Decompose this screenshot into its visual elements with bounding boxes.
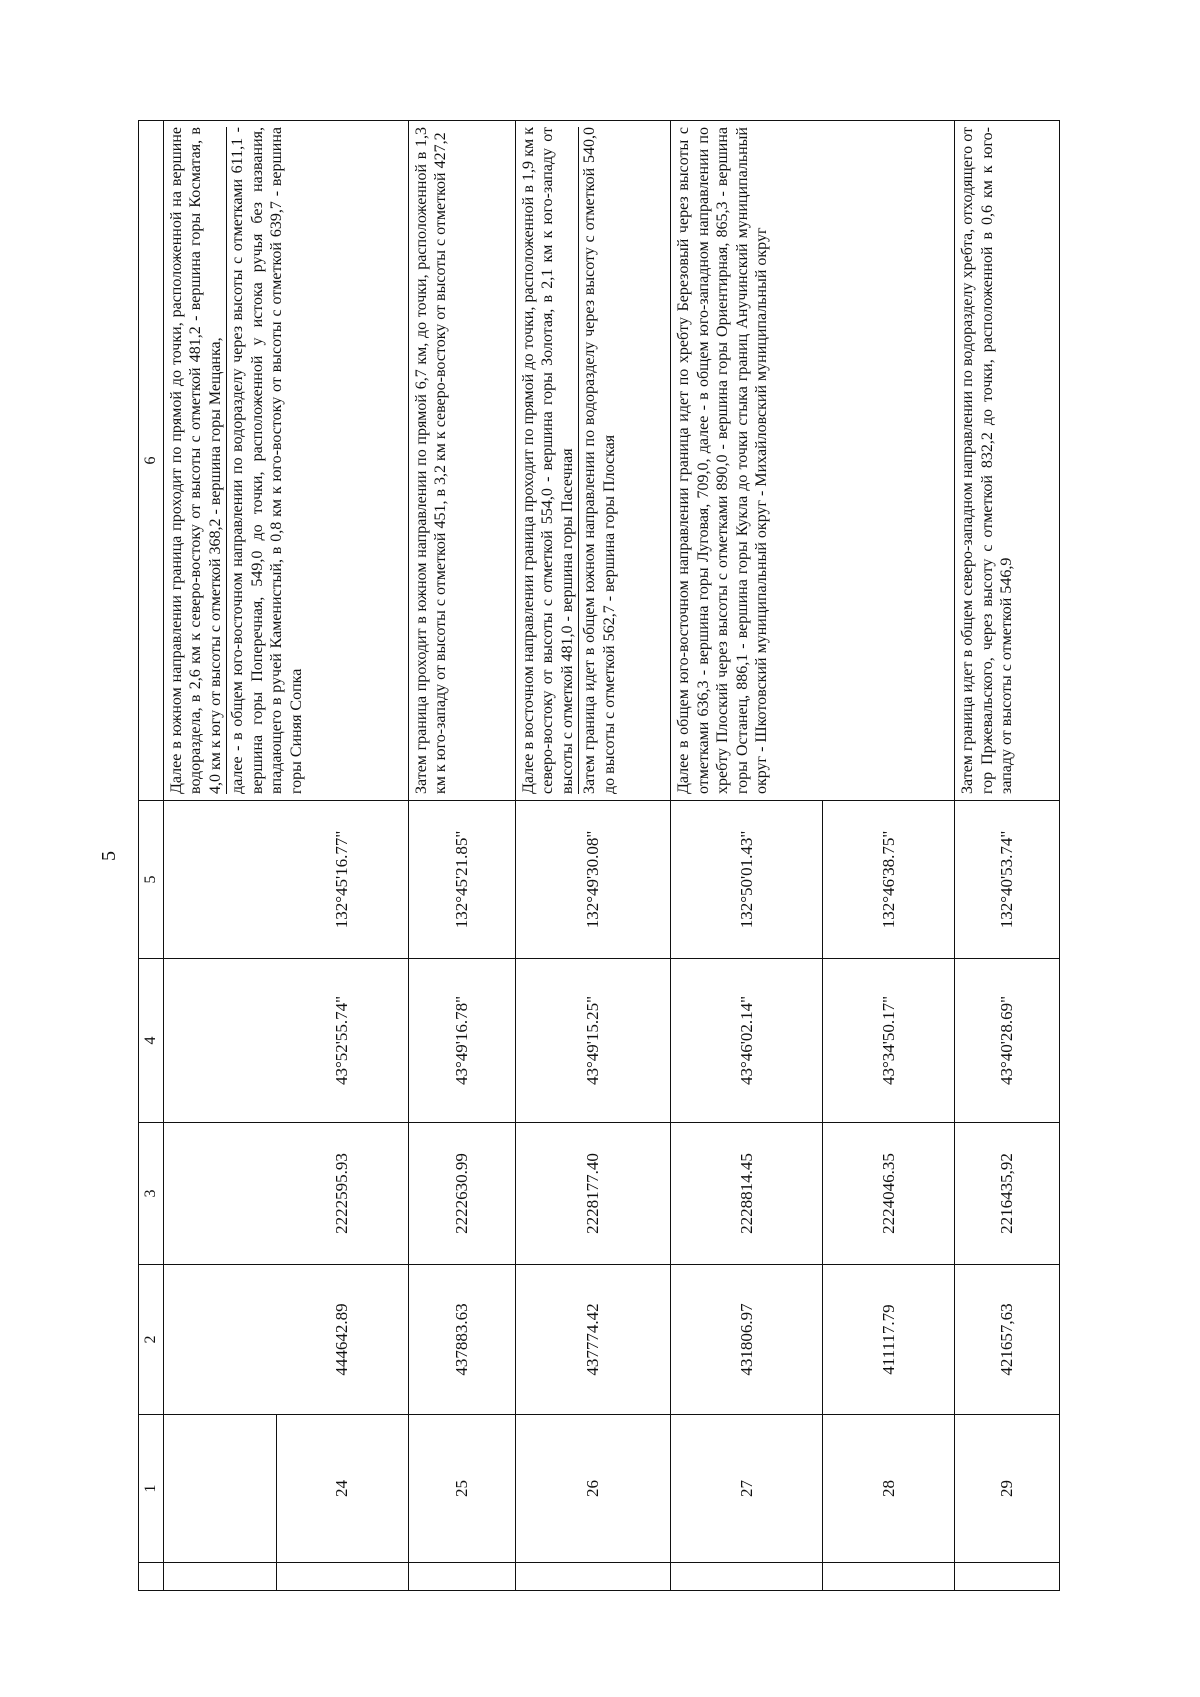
header-spacer <box>139 1563 164 1591</box>
coord-y: 2228177.40 <box>515 1123 671 1265</box>
table-row <box>955 121 1060 1591</box>
point-number: 26 <box>515 1415 671 1563</box>
point-number: 29 <box>955 1415 1060 1563</box>
cell-empty <box>163 959 276 1123</box>
longitude: 132°49'30.08" <box>515 801 671 959</box>
coord-x: 421657,63 <box>955 1265 1060 1415</box>
description-cell <box>955 121 1060 801</box>
description-text: Далее в общем юго-восточном направлении граница идет по хребту Березовый через высоты с отметками 636,3 - вершина горы Луговая, 709,0, далее - в общем юго-западном направлении по хребту Плоский через высоты с отметками 890,0 - вершина горы Ориентирная, 865,3 - вершина горы Останец, 886,1 - вершина горы Кукла до точки стыка границ Анучинский муниципальный округ - Шкотовский муниципальный округ - Михайловский муниципальный округ <box>675 127 771 794</box>
coord-x: 437774.42 <box>515 1265 671 1415</box>
header-col-6: 6 <box>139 121 164 801</box>
latitude: 43°52'55.74" <box>276 959 408 1123</box>
header-col-2: 2 <box>139 1265 164 1415</box>
spacer-cell <box>408 1563 515 1591</box>
coord-y: 2228814.45 <box>671 1123 823 1265</box>
description-text: Затем граница идет в общем северо-западном направлении по водоразделу хребта, отходящего от гор Пржевальского, через высоту с отметкой 832,2 до точки, расположенной в 0,6 км к юго-западу от высоты с отметкой 546,9 <box>959 127 1016 794</box>
table-row <box>515 121 671 1591</box>
boundary-points-table <box>138 120 1060 1591</box>
description-text: далее - в общем юго-восточном направлении по водоразделу через высоты с отметками 611,1 - вершина горы Поперечная, 549,0 до точки, расположенной у истока ручья без названия, впадающего в ручей Каменистый, в 0,8 км к юго-востоку от высоты с отметкой 639,7 - вершина горы Синяя Сопка <box>226 127 307 794</box>
coord-x: 444642.89 <box>276 1265 408 1415</box>
description-text: Далее в южном направлении граница проходит по прямой до точки, расположенной на вершине водораздела, в 2,6 км к северо-востоку от высоты с отметкой 481,2 - вершина горы Косматая, в 4,0 км к югу от высоты с отметкой 368,2 - вершина горы Мещанка, <box>167 127 224 794</box>
point-number: 27 <box>671 1415 823 1563</box>
header-col-4: 4 <box>139 959 164 1123</box>
point-number: 25 <box>408 1415 515 1563</box>
latitude: 43°49'16.78" <box>408 959 515 1123</box>
description-text: Затем граница идет в общем южном направлении по водоразделу через высоту с отметкой 540,0 до высоты с отметкой 562,7 - вершина горы Плоская <box>578 127 620 794</box>
longitude: 132°40'53.74" <box>955 801 1060 959</box>
latitude: 43°46'02.14" <box>671 959 823 1123</box>
longitude: 132°50'01.43" <box>671 801 823 959</box>
spacer-cell <box>163 1563 276 1591</box>
spacer-cell <box>955 1563 1060 1591</box>
description-text: Далее в восточном направлении граница проходит по прямой до точки, расположенной в 1,9 км к северо-востоку от высоты с отметкой 554,0 - вершина горы Золотая, в 2,1 км к юго-западу от высоты с отметкой 481,0 - вершина горы Пасечная <box>519 127 576 794</box>
coord-y: 2224046.35 <box>823 1123 955 1265</box>
cell-empty <box>163 1415 276 1563</box>
spacer-cell <box>276 1563 408 1591</box>
description-cell <box>408 121 515 801</box>
latitude: 43°34'50.17" <box>823 959 955 1123</box>
table-row <box>163 121 276 1591</box>
coord-x: 431806.97 <box>671 1265 823 1415</box>
cell-empty <box>163 1265 276 1415</box>
coord-x: 437883.63 <box>408 1265 515 1415</box>
spacer-cell <box>515 1563 671 1591</box>
header-col-5: 5 <box>139 801 164 959</box>
cell-empty <box>163 801 276 959</box>
description-cell <box>163 121 408 801</box>
header-col-1: 1 <box>139 1415 164 1563</box>
spacer-cell <box>823 1563 955 1591</box>
point-number: 28 <box>823 1415 955 1563</box>
latitude: 43°40'28.69" <box>955 959 1060 1123</box>
longitude: 132°46'38.75" <box>823 801 955 959</box>
point-number: 24 <box>276 1415 408 1563</box>
header-row <box>139 121 164 1591</box>
coord-y: 2222595.93 <box>276 1123 408 1265</box>
table-row <box>408 121 515 1591</box>
rotated-page <box>98 121 1060 1591</box>
longitude: 132°45'21.85" <box>408 801 515 959</box>
coord-y: 2216435,92 <box>955 1123 1060 1265</box>
description-text: Затем граница проходит в южном направлении по прямой 6,7 км, до точки, расположенной в 1,3 км к юго-западу от высоты с отметкой 451, в 3,2 км к северо-востоку от высоты с отметкой 427,2 <box>412 127 450 794</box>
page-number: 5 <box>98 851 120 861</box>
spacer-cell <box>671 1563 823 1591</box>
description-cell <box>671 121 955 801</box>
latitude: 43°49'15.25" <box>515 959 671 1123</box>
coord-y: 2222630.99 <box>408 1123 515 1265</box>
longitude: 132°45'16.77" <box>276 801 408 959</box>
header-col-3: 3 <box>139 1123 164 1265</box>
table-row <box>671 121 823 1591</box>
coord-x: 411117.79 <box>823 1265 955 1415</box>
cell-empty <box>163 1123 276 1265</box>
description-cell <box>515 121 671 801</box>
